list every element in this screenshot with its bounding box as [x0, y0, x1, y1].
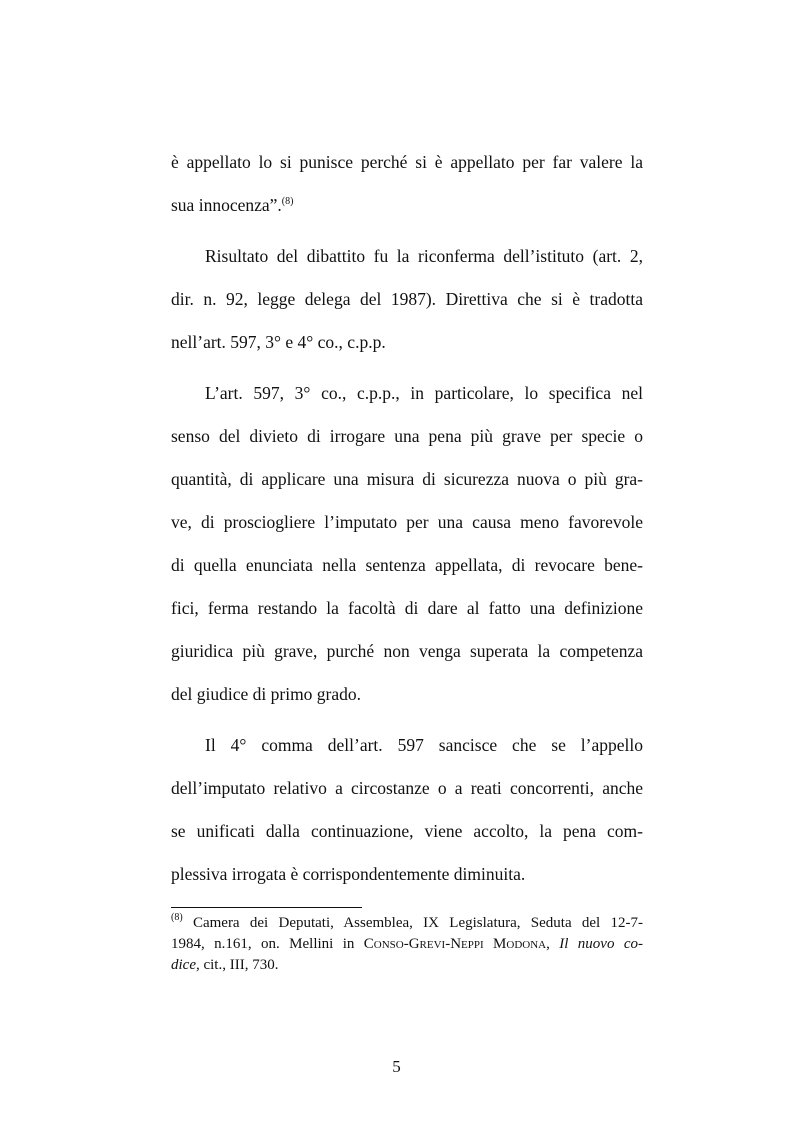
body-line: giuridica più grave, purché non venga superata la competenza [171, 641, 643, 661]
body-line: plessiva irrogata è corrispondentemente diminuita. [171, 864, 526, 884]
page-number: 5 [392, 1057, 401, 1076]
body-line: quantità, di applicare una misura di sicurezza nuova o più gra- [171, 469, 643, 489]
footnote-line: 1984, n.161, on. Mellini in Conso-Grevi-Neppi Modona, Il nuovo co- [171, 936, 643, 952]
body-line: nell’art. 597, 3° e 4° co., c.p.p. [171, 332, 386, 352]
body-line: senso del divieto di irrogare una pena più grave per specie o [171, 426, 643, 446]
footnote-separator [171, 907, 362, 908]
body-line: sua innocenza”.$^{(8)}$ [171, 195, 294, 215]
footnote-reference[interactable]: (8) [281, 196, 294, 207]
authors-small-caps: Conso-Grevi-Neppi Modona [363, 936, 547, 952]
body-line: L’art. 597, 3° co., c.p.p., in particolare, lo specifica nel [205, 383, 643, 403]
footnote-line: $^{(8)}$ Camera dei Deputati, Assemblea, IX Legislatura, Seduta del 12-7- [171, 912, 643, 931]
book-title: Il nuovo co- [559, 936, 643, 952]
body-line: dir. n. 92, legge delega del 1987). Direttiva che si è tradotta [171, 289, 643, 309]
footnote-marker: (8) [171, 912, 183, 923]
body-line: dell’imputato relativo a circostanze o a reati concorrenti, anche [171, 778, 643, 798]
book-title: dice, [171, 957, 200, 973]
footnote-line: dice, cit., III, 730. [171, 957, 279, 973]
body-line: è appellato lo si punisce perché si è appellato per far valere la [171, 152, 643, 172]
body-line: del giudice di primo grado. [171, 684, 362, 704]
body-line: di quella enunciata nella sentenza appellata, di revocare bene- [171, 555, 643, 575]
body-line: ve, di prosciogliere l’imputato per una causa meno favorevole [171, 512, 643, 532]
body-line: Il 4° comma dell’art. 597 sancisce che se l’appello [205, 735, 643, 755]
body-line: Risultato del dibattito fu la riconferma dell’istituto (art. 2, [205, 246, 643, 266]
body-line: fici, ferma restando la facoltà di dare al fatto una definizione [171, 598, 643, 618]
body-line: se unificati dalla continuazione, viene accolto, la pena com- [171, 821, 643, 841]
